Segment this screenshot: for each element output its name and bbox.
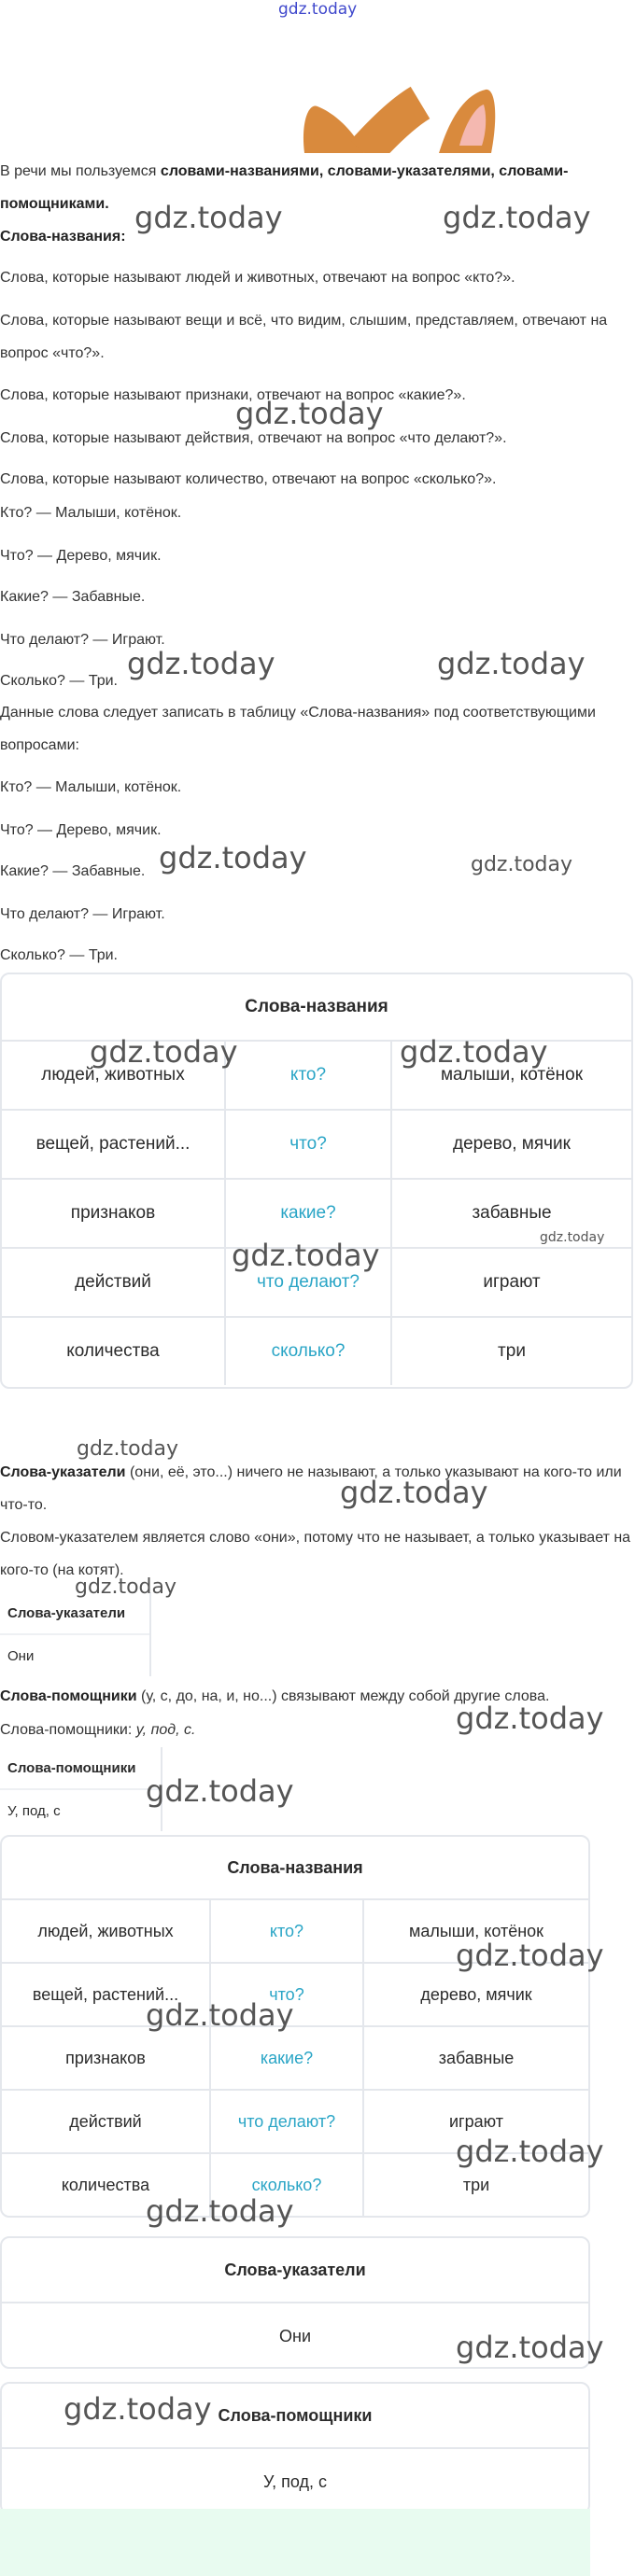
cat-ears-icon (299, 86, 635, 153)
cat-illustration (299, 86, 635, 153)
table-title: Слова-указатели (224, 2260, 366, 2279)
question-cell: какие? (209, 2027, 362, 2089)
watermark: gdz.today (437, 646, 586, 681)
mini-table-header: Слова-помощники (0, 1747, 161, 1790)
watermark: gdz.today (471, 853, 573, 876)
answer-line: Кто? — Малыши, котёнок. (0, 505, 182, 521)
value-cell: Они (279, 2326, 311, 2345)
question-cell: что делают? (209, 2091, 362, 2152)
words-cell: дерево, мячик (362, 1964, 588, 2025)
question-cell: что делают? (224, 1249, 390, 1316)
mini-table-value: У, под, с (7, 1802, 61, 1819)
watermark: gdz.today (90, 1034, 238, 1070)
watermark: gdz.today (456, 1938, 604, 1973)
watermark: gdz.today (159, 840, 307, 875)
rule-text: Слова, которые называют признаки, отвечают на вопрос «какие?». (0, 387, 466, 403)
question-cell: сколько? (224, 1318, 390, 1385)
category-cell: людей, животных (41, 1065, 185, 1085)
rule-text: Слова, которые называют количество, отвечают на вопрос «сколько?». (0, 471, 497, 487)
mini-table-value: Они (7, 1647, 35, 1664)
words-cell: играют (362, 2091, 588, 2152)
answer-line: Что? — Дерево, мячик. (0, 548, 162, 564)
table-title: Слова-названия (245, 997, 388, 1016)
helpers-line: Слова-помощники: у, под, с. (0, 1722, 196, 1738)
watermark: gdz.today (340, 1475, 488, 1510)
table-row (2, 1178, 631, 1247)
category-cell: признаков (65, 2048, 146, 2067)
watermark: gdz.today (400, 1034, 548, 1070)
value-cell: У, под, с (263, 2471, 327, 2491)
words-cell: три (362, 2154, 588, 2216)
category-cell: вещей, растений... (32, 1984, 179, 2004)
words-cell: малыши, котёнок (362, 1900, 588, 1962)
answer-line: Сколько? — Три. (0, 673, 118, 689)
watermark: gdz.today (235, 396, 384, 431)
watermark: gdz.today (456, 1701, 604, 1736)
watermark: gdz.today (232, 1238, 380, 1273)
answer-line: Что? — Дерево, мячик. (0, 822, 162, 838)
answer-line: Кто? — Малыши, котёнок. (0, 779, 182, 795)
question-cell: кто? (209, 1900, 362, 1962)
rule-text: Слова, которые называют действия, отвечают на вопрос «что делают?». (0, 430, 507, 446)
category-cell: людей, животных (37, 1921, 174, 1940)
category-cell: количества (61, 2175, 150, 2194)
watermark: gdz.today (75, 1575, 177, 1599)
names-heading: Слова-названия: (0, 229, 126, 245)
answer-line: Что делают? — Играют. (0, 632, 165, 648)
table-row (2, 2447, 588, 2514)
pointers-paragraph: Слова-указатели (они, её, это...) ничего не называют, а только указывают на кого-то или что-то. (0, 1464, 622, 1513)
category-cell: признаков (70, 1203, 156, 1223)
answer-line: Сколько? — Три. (0, 947, 118, 963)
pointers-mini-table (0, 1592, 151, 1676)
question-cell: кто? (224, 1042, 390, 1109)
answer-line: Какие? — Забавные. (0, 863, 146, 879)
table-title: Слова-названия (227, 1857, 363, 1877)
pointers-explanation: Словом-указателем является слово «они», потому что не называет, а только указывает на кого-то (на котят). (0, 1530, 631, 1578)
watermark: gdz.today (146, 1997, 294, 2033)
words-cell: малыши, котёнок (390, 1042, 631, 1109)
answer-line: Что делают? — Играют. (0, 906, 165, 922)
question-cell: сколько? (209, 2154, 362, 2216)
rule-text: Слова, которые называют вещи и всё, что видим, слышим, представляем, отвечают на вопрос «что?». (0, 313, 608, 361)
site-logo[interactable]: gdz.today (278, 0, 358, 19)
watermark: gdz.today (146, 2193, 294, 2229)
words-cell: играют (390, 1249, 631, 1316)
watermark: gdz.today (443, 200, 591, 235)
watermark: gdz.today (134, 200, 283, 235)
question-cell: что? (224, 1111, 390, 1178)
helpers-mini-table (0, 1747, 162, 1831)
rule-text: Слова, которые называют людей и животных, отвечают на вопрос «кто?». (0, 270, 515, 286)
answer-line: Какие? — Забавные. (0, 589, 146, 605)
helpers-paragraph: Слова-помощники (у, с, до, на, и, но...) связывают между собой другие слова. (0, 1688, 550, 1704)
bottom-panel (0, 2509, 590, 2576)
watermark: gdz.today (456, 2330, 604, 2365)
words-cell: дерево, мячик (390, 1111, 631, 1178)
watermark: gdz.today (146, 1773, 294, 1809)
watermark: gdz.today (64, 2391, 212, 2427)
category-cell: количества (66, 1341, 160, 1361)
table-row (2, 1316, 631, 1385)
watermark: gdz.today (127, 646, 275, 681)
category-cell: действий (75, 1272, 151, 1292)
words-cell: три (390, 1318, 631, 1385)
intro-paragraph: В речи мы пользуемся словами-названиями, словами-указателями, словами-помощниками. (0, 163, 569, 212)
table-row (2, 1109, 631, 1178)
words-cell: забавные (362, 2027, 588, 2089)
mini-table-header: Слова-указатели (0, 1592, 149, 1635)
question-cell: что? (209, 1964, 362, 2025)
category-cell: вещей, растений... (35, 1134, 190, 1154)
watermark: gdz.today (77, 1437, 179, 1461)
words-cell: забавные (390, 1180, 631, 1247)
watermark: gdz.today (540, 1230, 605, 1245)
table-title: Слова-помощники (218, 2405, 373, 2425)
watermark: gdz.today (456, 2134, 604, 2169)
question-cell: какие? (224, 1180, 390, 1247)
table-row (2, 2025, 588, 2089)
category-cell: действий (69, 2111, 142, 2131)
instruction-text: Данные слова следует записать в таблицу «Слова-названия» под соответствующими вопросами: (0, 705, 596, 753)
